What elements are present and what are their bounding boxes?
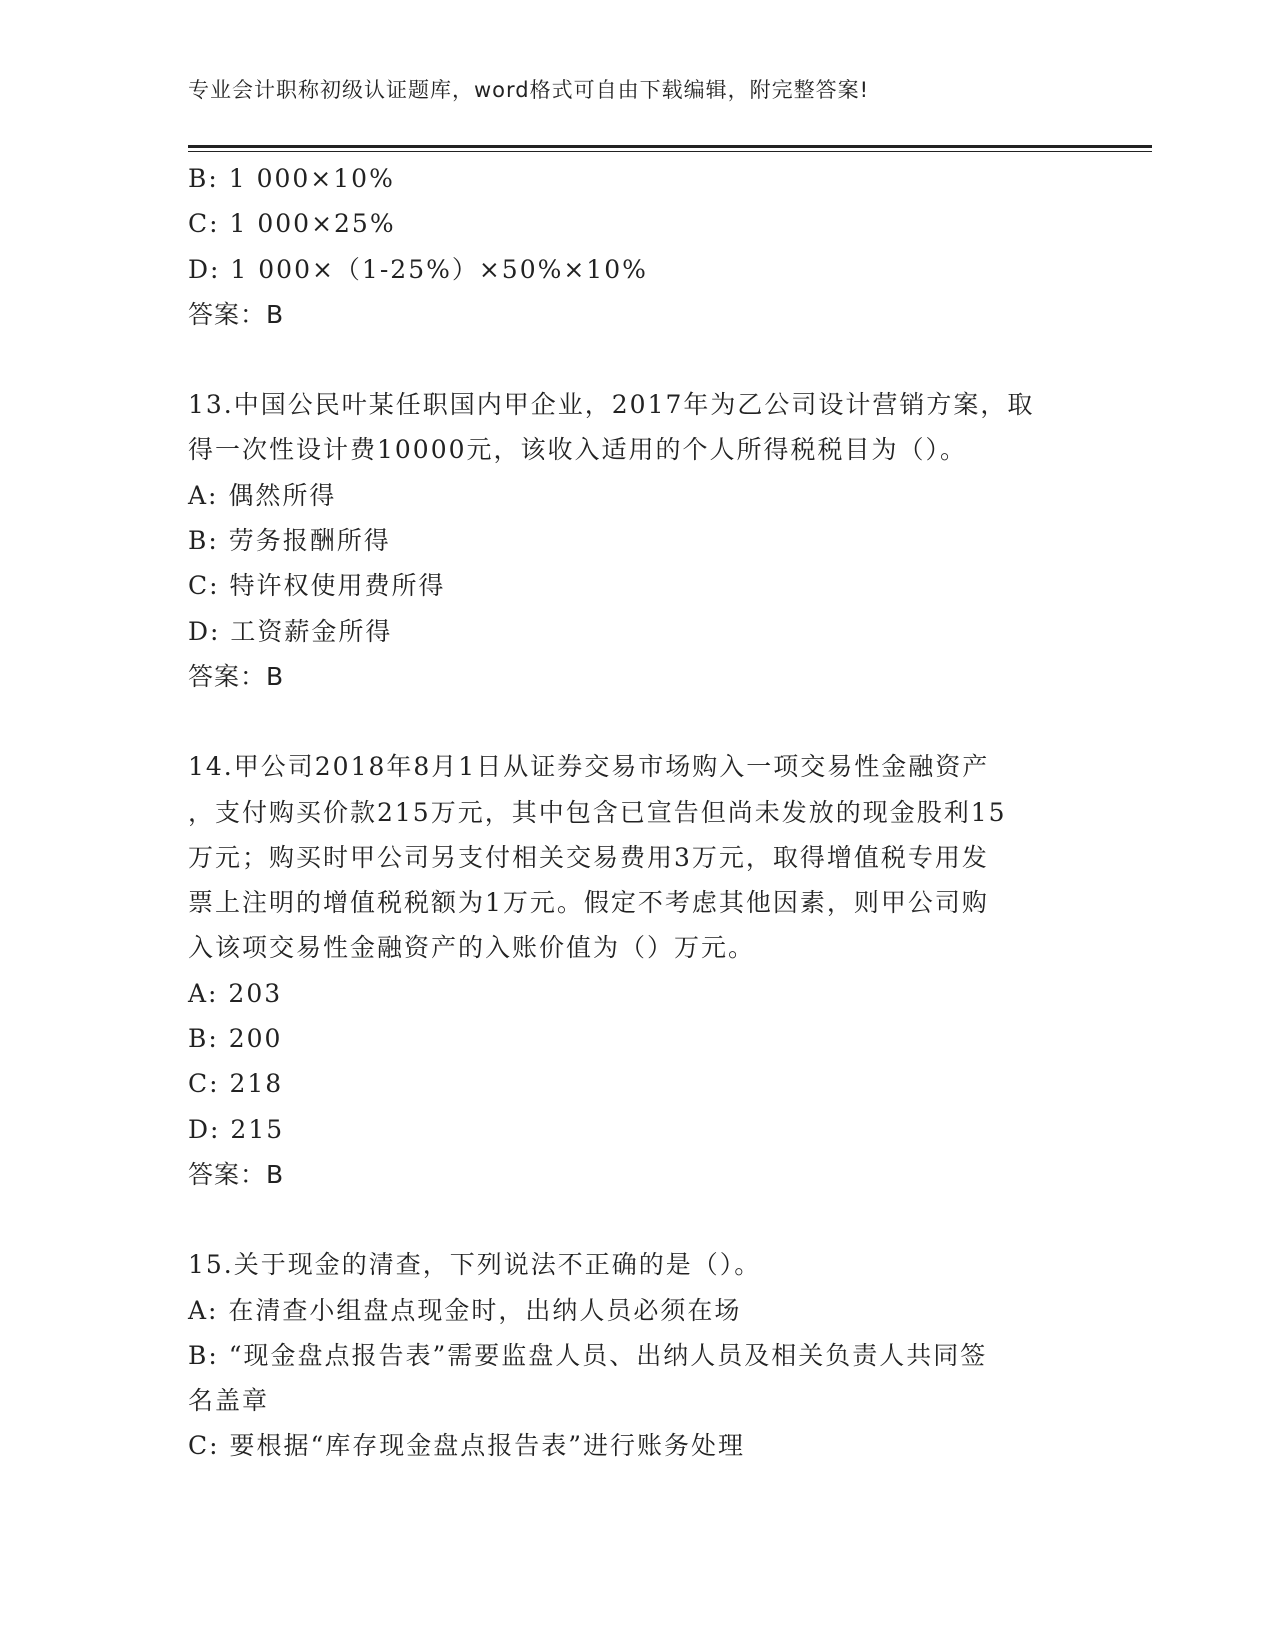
question-stem: 票上注明的增值税税额为1万元。假定不考虑其他因素，则甲公司购 [188,888,989,918]
option-d: D: 1 000×（1-25%）×50%×10% [188,254,648,284]
question-15 [188,1242,1088,1468]
question-12-tail [188,156,1088,337]
option-a: A: 203 [188,978,283,1008]
question-stem: ，支付购买价款215万元，其中包含已宣告但尚未发放的现金股利15 [188,797,1007,827]
option-b: B: 劳务报酬所得 [188,526,391,556]
question-14 [188,744,1088,1197]
option-a: A: 偶然所得 [188,480,337,510]
option-d: D: 215 [188,1114,285,1144]
option-b-continued: 名盖章 [188,1386,270,1416]
option-c: C: 特许权使用费所得 [188,571,446,601]
question-stem: 14.甲公司2018年8月1日从证券交易市场购入一项交易性金融资产 [188,752,990,782]
option-b: B: 1 000×10% [188,164,395,193]
answer: 答案：B [188,299,285,329]
option-b: B: 200 [188,1024,283,1054]
option-c: C: 1 000×25% [188,209,396,239]
question-stem: 万元；购买时甲公司另支付相关交易费用3万元，取得增值税专用发 [188,842,989,872]
page-header: 专业会计职称初级认证题库，word格式可自由下载编辑，附完整答案! [188,78,870,102]
question-stem: 入该项交易性金融资产的入账价值为（）万元。 [188,933,756,963]
question-content [188,156,1088,1469]
header-rule-thin [188,151,1152,152]
question-stem: 得一次性设计费10000元，该收入适用的个人所得税税目为（）。 [188,435,968,465]
question-stem: 15.关于现金的清查，下列说法不正确的是（）。 [188,1250,762,1280]
option-c: C: 要根据“库存现金盘点报告表”进行账务处理 [188,1431,746,1461]
header-rule-thick [188,145,1152,148]
option-a: A: 在清查小组盘点现金时，出纳人员必须在场 [188,1295,742,1325]
option-d: D: 工资薪金所得 [188,616,393,646]
option-b: B: “现金盘点报告表”需要监盘人员、出纳人员及相关负责人共同签 [188,1340,988,1370]
question-stem: 13.中国公民叶某任职国内甲企业，2017年为乙公司设计营销方案，取 [188,390,1035,420]
question-13 [188,382,1088,699]
answer: 答案：B [188,661,285,691]
option-c: C: 218 [188,1069,284,1099]
answer: 答案：B [188,1159,285,1189]
